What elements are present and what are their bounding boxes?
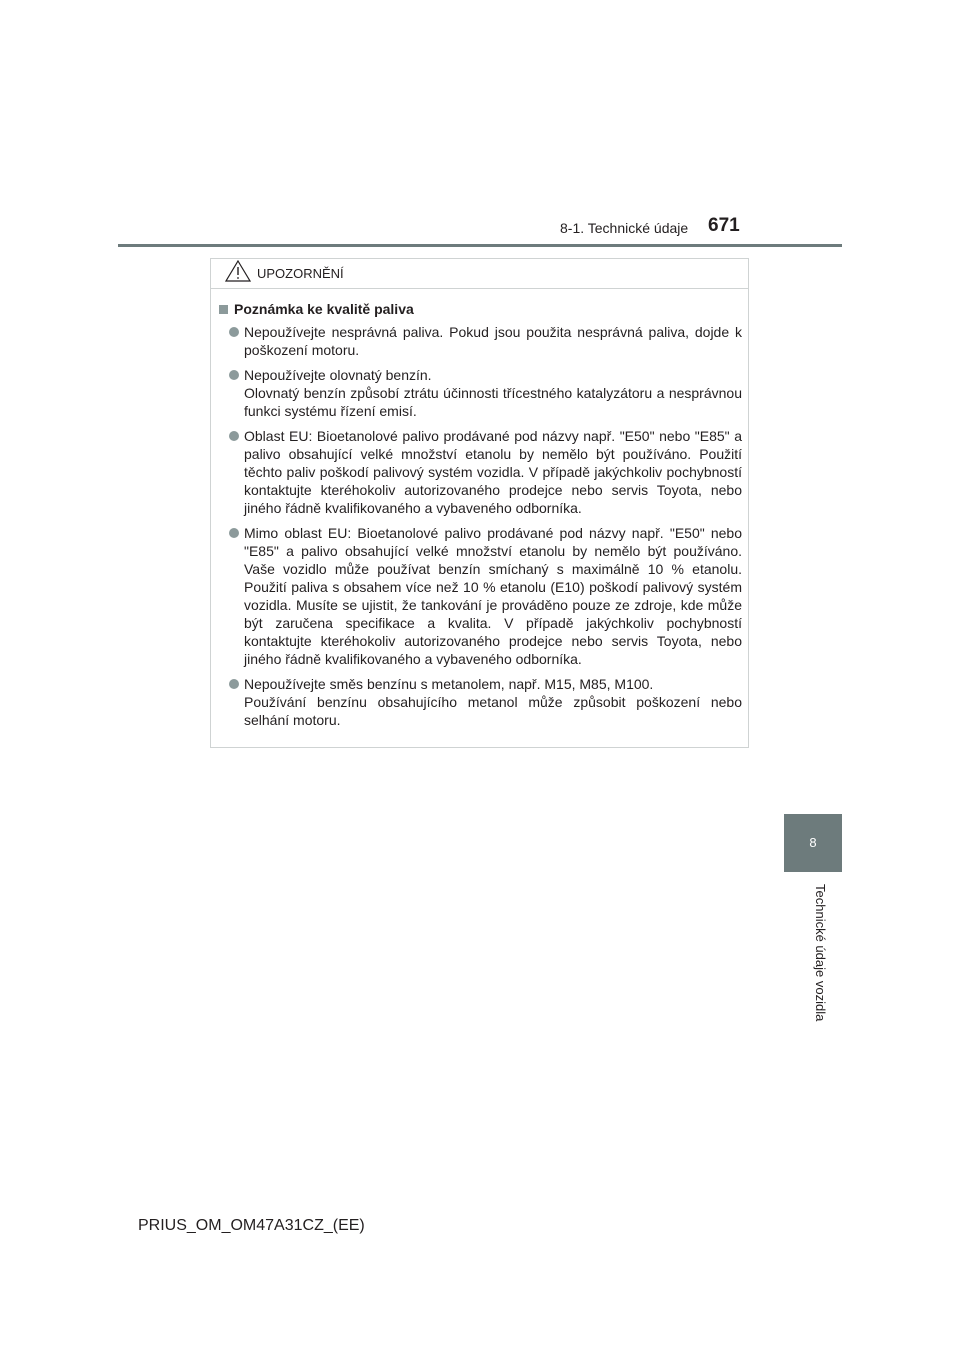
section-heading (219, 301, 742, 317)
round-bullet-icon (229, 431, 239, 441)
bullet-list (219, 323, 742, 729)
section-title: 8-1. Technické údaje (560, 220, 689, 236)
chapter-title: Technické údaje vozidla (813, 884, 828, 1022)
round-bullet-icon (229, 528, 239, 538)
chapter-tab: 8 (784, 814, 842, 872)
caution-box (210, 258, 749, 748)
caution-body (211, 289, 748, 729)
round-bullet-icon (229, 370, 239, 380)
list-item (219, 524, 742, 668)
caution-label: UPOZORNĚNÍ (257, 266, 344, 281)
section-heading-text: Poznámka ke kvalitě paliva (234, 301, 414, 317)
caution-header (211, 259, 748, 289)
list-item-text: Nepoužívejte olovnatý benzín. (244, 367, 432, 383)
list-item-text: Nepoužívejte směs benzínu s metanolem, např. M15, M85, M100. (244, 676, 654, 692)
list-item (219, 323, 742, 359)
list-item-text: Používání benzínu obsahujícího metanol může způsobit poškození nebo selhání motoru. (244, 694, 742, 728)
page-number: 671 (708, 215, 740, 236)
round-bullet-icon (229, 327, 239, 337)
document-code: PRIUS_OM_OM47A31CZ_(EE) (138, 1217, 365, 1234)
list-item (219, 366, 742, 420)
list-item (219, 675, 742, 729)
list-item-text: Olovnatý benzín způsobí ztrátu účinnosti třícestného katalyzátoru a nesprávnou funkci systému řízení emisí. (244, 385, 742, 419)
warning-triangle-icon (225, 260, 257, 287)
round-bullet-icon (229, 679, 239, 689)
list-item-text: Mimo oblast EU: Bioetanolové palivo prodávané pod názvy např. "E50" nebo "E85" a palivo obsahující velké množství etanolu by nemělo být používáno. Vaše vozidlo může používat benzín smíchaný s maximálně 10 % etanolu. Použití paliva s obsahem více než 10 % etanolu (E10) poškodí palivový systém vozidla. Musíte se ujistit, že tankování je prováděno pouze ze zdroje, kde může být zaručena specifikace a kvalita. V případě jakýchkoliv pochybností kontaktujte kteréhokoliv autorizovaného prodejce nebo servis Toyota, nebo jiného řádně kvalifikovaného a vybaveného odborníka. (244, 525, 742, 667)
list-item (219, 427, 742, 517)
list-item-text: Oblast EU: Bioetanolové palivo prodávané pod názvy např. "E50" nebo "E85" a palivo obsahující velké množství etanolu by nemělo být používáno. Použití těchto paliv poškodí palivový systém vozidla. V případě jakýchkoliv pochybností kontaktujte kteréhokoliv autorizovaného prodejce nebo servis Toyota, nebo jiného řádně kvalifikovaného a vybaveného odborníka. (244, 428, 742, 516)
header-divider (118, 244, 842, 247)
list-item-text: Nepoužívejte nesprávná paliva. Pokud jsou použita nesprávná paliva, dojde k poškození motoru. (244, 324, 742, 358)
square-bullet-icon (219, 305, 228, 314)
